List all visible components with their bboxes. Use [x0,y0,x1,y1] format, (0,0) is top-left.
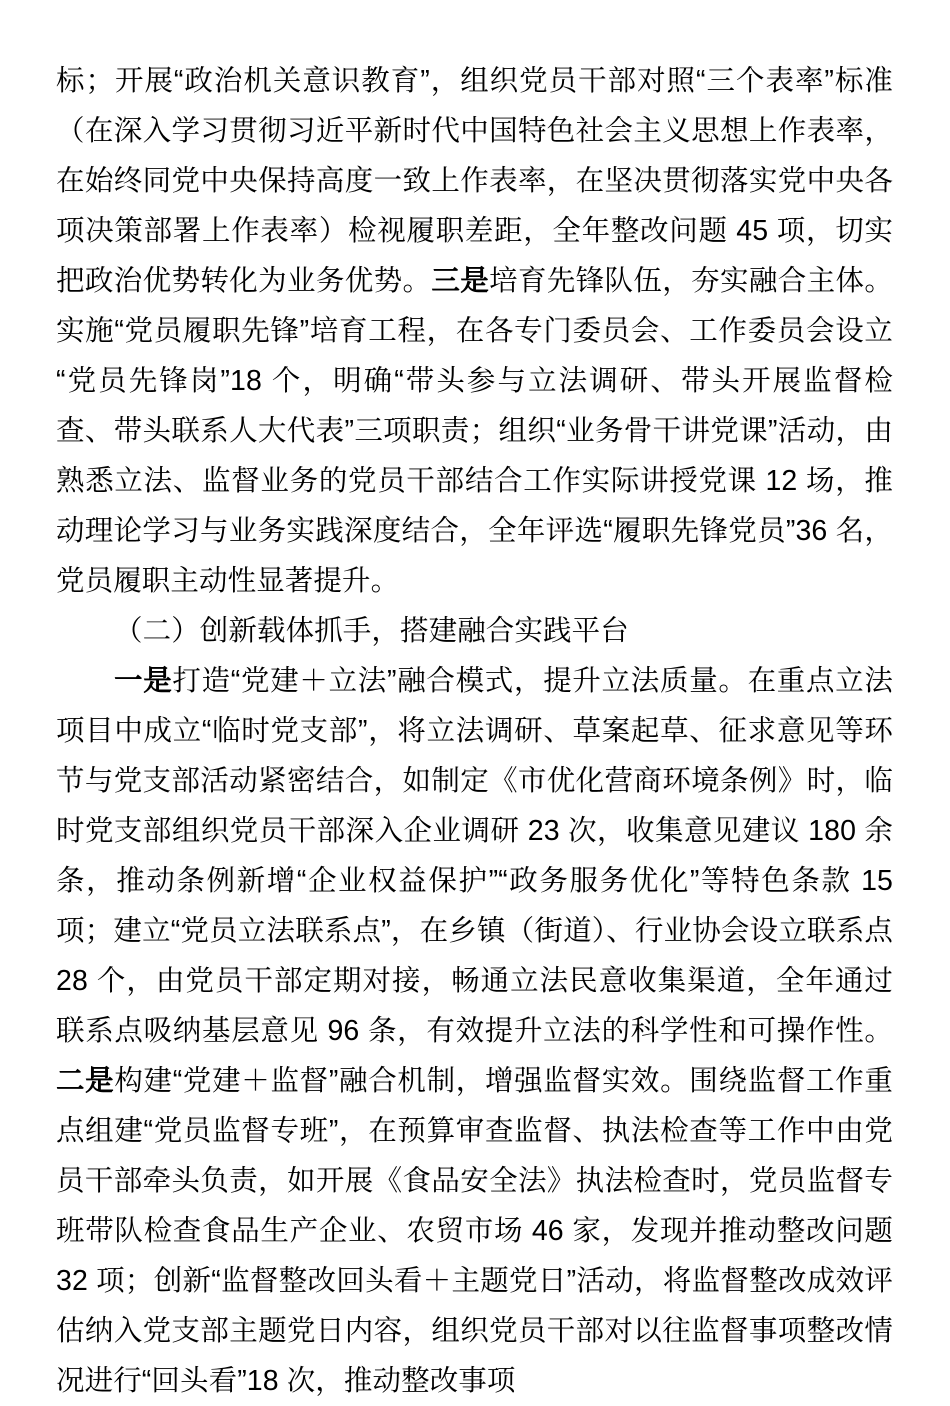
paragraph-section-two-body [56,656,893,1406]
document-body [56,56,893,1406]
text-run: 标；开展“政治机关意识教育”，组织党员干部对照“三个表率”标准（在深入学习贯彻习近平新时代中国特色社会主义思想上作表率，在始终同党中央保持高度一致上作表率，在坚决贯彻落实党中央各项决策部署上作表率）检视履职差距，全年整改问题 45 项，切实把政治优势转化为业务优势。 [56,65,893,297]
section-heading-text: （二）创新载体抓手，搭建融合实践平台 [114,615,629,647]
run-in-marker-one: 一是 [114,665,173,697]
run-in-marker-three: 三是 [431,265,490,297]
text-run: 构建“党建＋监督”融合机制，增强监督实效。围绕监督工作重点组建“党员监督专班”，在预算审查监督、执法检查等工作中由党员干部牵头负责，如开展《食品安全法》执法检查时，党员监督专班带队检查食品生产企业、农贸市场 46 家，发现并推动整改问题 32 项；创新“监督整改回头看＋主题党日”活动，将监督整改成效评估纳入党支部主题党日内容，组织党员干部对以往监督事项整改情况进行“回头看”18 次，推动整改事项 [56,1065,893,1397]
run-in-marker-two: 二是 [56,1065,115,1097]
text-run: 打造“党建＋立法”融合模式，提升立法质量。在重点立法项目中成立“临时党支部”，将立法调研、草案起草、征求意见等环节与党支部活动紧密结合，如制定《市优化营商环境条例》时，临时党支部组织党员干部深入企业调研 23 次，收集意见建议 180 余条，推动条例新增“企业权益保护”“政务服务优化”等特色条款 15 项；建立“党员立法联系点”，在乡镇（街道）、行业协会设立联系点 28 个，由党员干部定期对接，畅通立法民意收集渠道，全年通过联系点吸纳基层意见 96 条，有效提升立法的科学性和可操作性。 [56,665,893,1047]
text-run: 培育先锋队伍，夯实融合主体。实施“党员履职先锋”培育工程，在各专门委员会、工作委员会设立“党员先锋岗”18 个，明确“带头参与立法调研、带头开展监督检查、带头联系人大代表”三项职责；组织“业务骨干讲党课”活动，由熟悉立法、监督业务的党员干部结合工作实际讲授党课 12 场，推动理论学习与业务实践深度结合，全年评选“履职先锋党员”36 名，党员履职主动性显著提升。 [56,265,893,597]
section-heading-two [56,606,893,656]
paragraph-section-one-continuation [56,56,893,606]
